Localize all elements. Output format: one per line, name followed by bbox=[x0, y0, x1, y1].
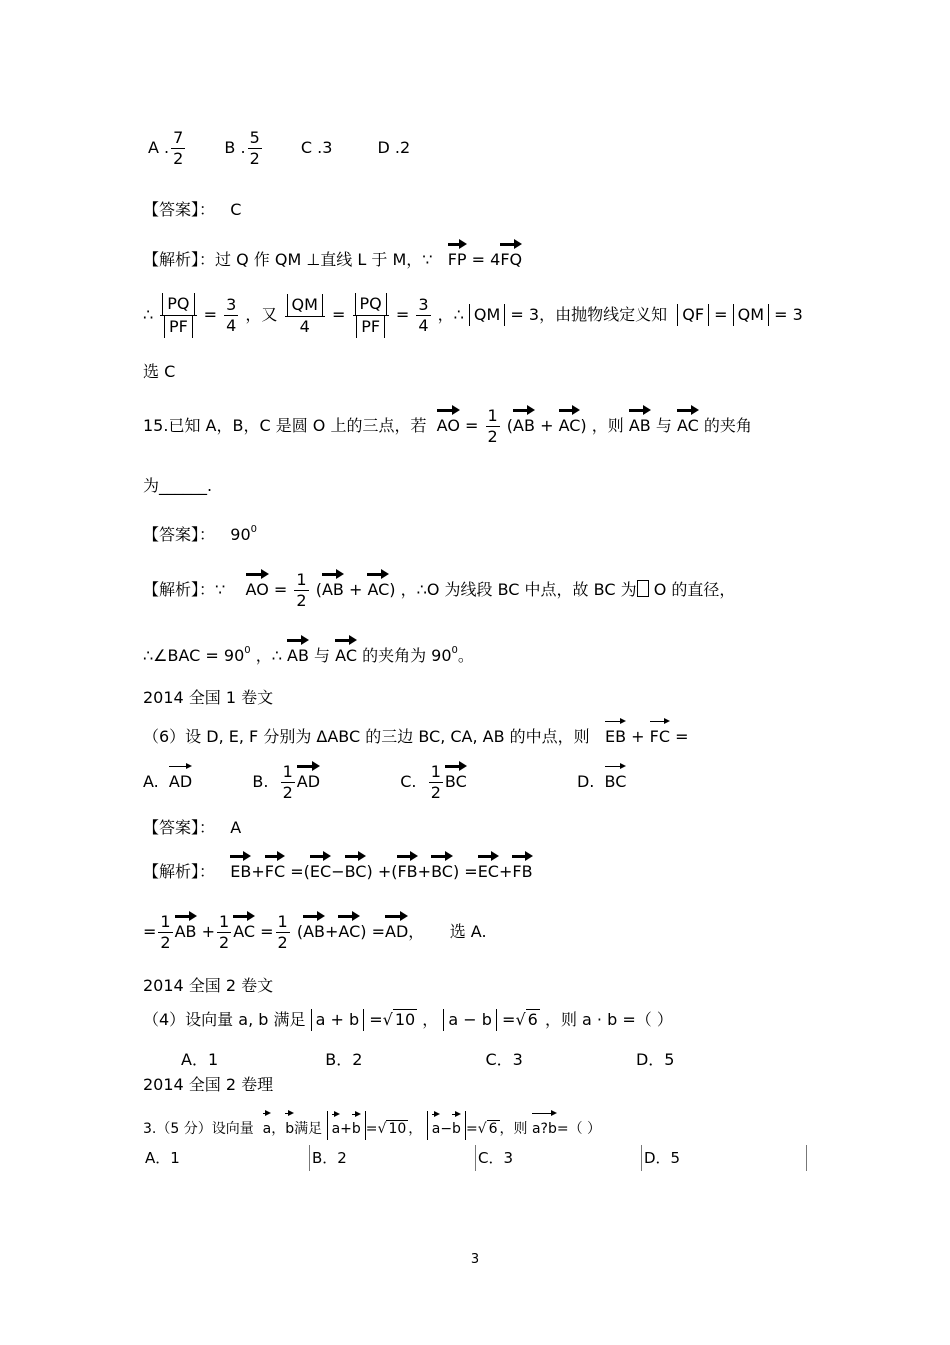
section-heading-2014-1: 2014 全国 1 卷文 bbox=[143, 688, 274, 707]
q15-analysis-2: ∴∠BAC = $90^0$ ，∴ AB 与 AC 的夹角为 $90^0$。 bbox=[143, 636, 474, 668]
q14-analysis-2: ∴ $\frac{PQ}{PF}$ = $\frac{3}{4}$ ，又 $\frac{QM}{4}$ = $\frac{PQ}{PF}$ = $\frac{3}{4}$ ，∴ QM = 3，由抛物线定义知 QF = QM = 3 bbox=[143, 294, 803, 336]
page-number: 3 bbox=[470, 1252, 480, 1267]
vector-ao: AO bbox=[437, 406, 460, 438]
s2014-1-analysis-1: 【解析】： EB+FC =(EC−BC) +(FB+BC) =EC+FB bbox=[143, 852, 533, 884]
option-cell-a: A．1 bbox=[145, 1149, 180, 1167]
vector-fp: FP bbox=[448, 240, 467, 272]
vector-ac: AC bbox=[677, 406, 699, 438]
q14-choose: 选 C bbox=[143, 362, 176, 381]
s2014-2w-stem: （4）设向量 a, b 满足 a + b =√ 10 ， a − b =√ 6 ，则 a · b =（ ） bbox=[143, 1010, 673, 1029]
s2014-1-options: A. AD B. $\frac{1}{2}$ AD C. $\frac{1}{2}$ BC D. BC bbox=[143, 762, 627, 802]
s2014-2l-stem: 3.（5 分）设向量 a，b满足 a+b =√ 10 ， a−b =√ 6 ，则 a?b=（ ） bbox=[143, 1110, 601, 1141]
section-heading-2014-2l: 2014 全国 2 卷理 bbox=[143, 1075, 274, 1094]
q14-answer: 【答案】： C bbox=[143, 200, 242, 219]
circle-symbol-box bbox=[637, 580, 649, 597]
s2014-1-analysis-2: = $\frac{1}{2}$ AB + $\frac{1}{2}$ AC = $\frac{1}{2}$ (AB+AC) =AD， 选 A. bbox=[143, 912, 487, 952]
vector-fq: FQ bbox=[500, 240, 522, 272]
s2014-1-answer: 【答案】： A bbox=[143, 818, 242, 837]
option-cell-b: B．2 bbox=[309, 1145, 477, 1171]
q15-blank-line: 为______. bbox=[143, 476, 213, 495]
fraction-pq-pf: $\frac{PQ}{PF}$ bbox=[160, 293, 196, 338]
option-cell-c: C．3 bbox=[475, 1145, 643, 1171]
q15-answer: 【答案】： $90^0$ bbox=[143, 524, 258, 544]
s2014-2w-options: A．1 B．2 C．3 D．5 bbox=[181, 1050, 675, 1069]
section-heading-2014-2w: 2014 全国 2 卷文 bbox=[143, 976, 274, 995]
vector-ab: AB bbox=[629, 406, 651, 438]
q15-stem: 15.已知 A，B，C 是圆 O 上的三点，若 AO = $\frac{1}{2}$ (AB + AC) ，则 AB 与 AC 的夹角 bbox=[143, 406, 752, 446]
vector-ac: AC bbox=[559, 406, 581, 438]
q14-options: A . $\frac{7}{2}$ B . $\frac{5}{2}$ C .3 D .2 bbox=[148, 128, 411, 168]
option-cell-d: D．5 bbox=[641, 1145, 807, 1171]
q14-analysis-1: 【解析】：过 Q 作 QM ⊥直线 L 于 M，∵ FP = 4FQ bbox=[143, 240, 522, 272]
fraction: $\frac{5}{2}$ bbox=[249, 128, 260, 168]
fraction: $\frac{7}{2}$ bbox=[173, 128, 184, 168]
fraction-qm-4: $\frac{QM}{4}$ bbox=[285, 294, 325, 337]
q15-analysis-1: 【解析】：∵ AO = $\frac{1}{2}$ (AB + AC) ，∴O 为线段 BC 中点，故 BC 为 O 的直径， bbox=[143, 570, 736, 610]
s2014-1-stem: （6）设 D, E, F 分别为 ΔABC 的三边 BC, CA, AB 的中点，则 EB + FC = bbox=[143, 718, 689, 749]
vector-ab: AB bbox=[513, 406, 535, 438]
